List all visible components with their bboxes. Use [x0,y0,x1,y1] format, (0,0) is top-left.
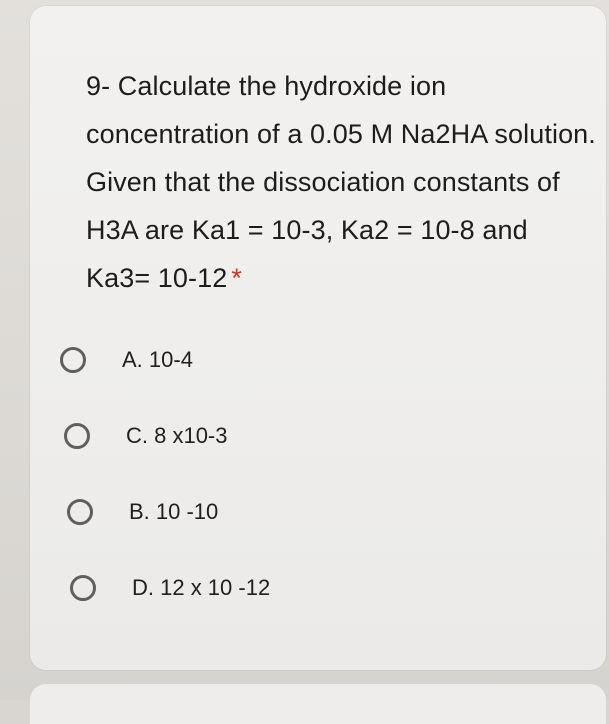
radio-button-icon[interactable] [64,423,90,449]
option-b[interactable] [67,486,547,538]
option-label: B. 10 -10 [129,499,219,524]
radio-button-icon[interactable] [60,347,86,373]
option-a[interactable] [60,334,540,386]
options-group [92,334,572,638]
radio-button-icon[interactable] [67,499,93,525]
question-text: 9- Calculate the hydroxide ion concentration of a 0.05 M Na2HA solution. Given that the dissociation constants of H3A are Ka1 = 10-3, Ka2 = 10-8 and Ka3= 10-12 [86,71,596,293]
question-card [30,6,606,670]
option-label: A. 10-4 [122,347,193,372]
radio-button-icon[interactable] [70,575,96,601]
next-question-card [30,684,606,724]
required-asterisk: * [231,263,242,293]
option-label: C. 8 x10-3 [126,423,228,448]
question-title [86,62,598,302]
option-c[interactable] [64,410,544,462]
option-d[interactable] [70,562,550,614]
option-label: D. 12 x 10 -12 [132,575,271,600]
